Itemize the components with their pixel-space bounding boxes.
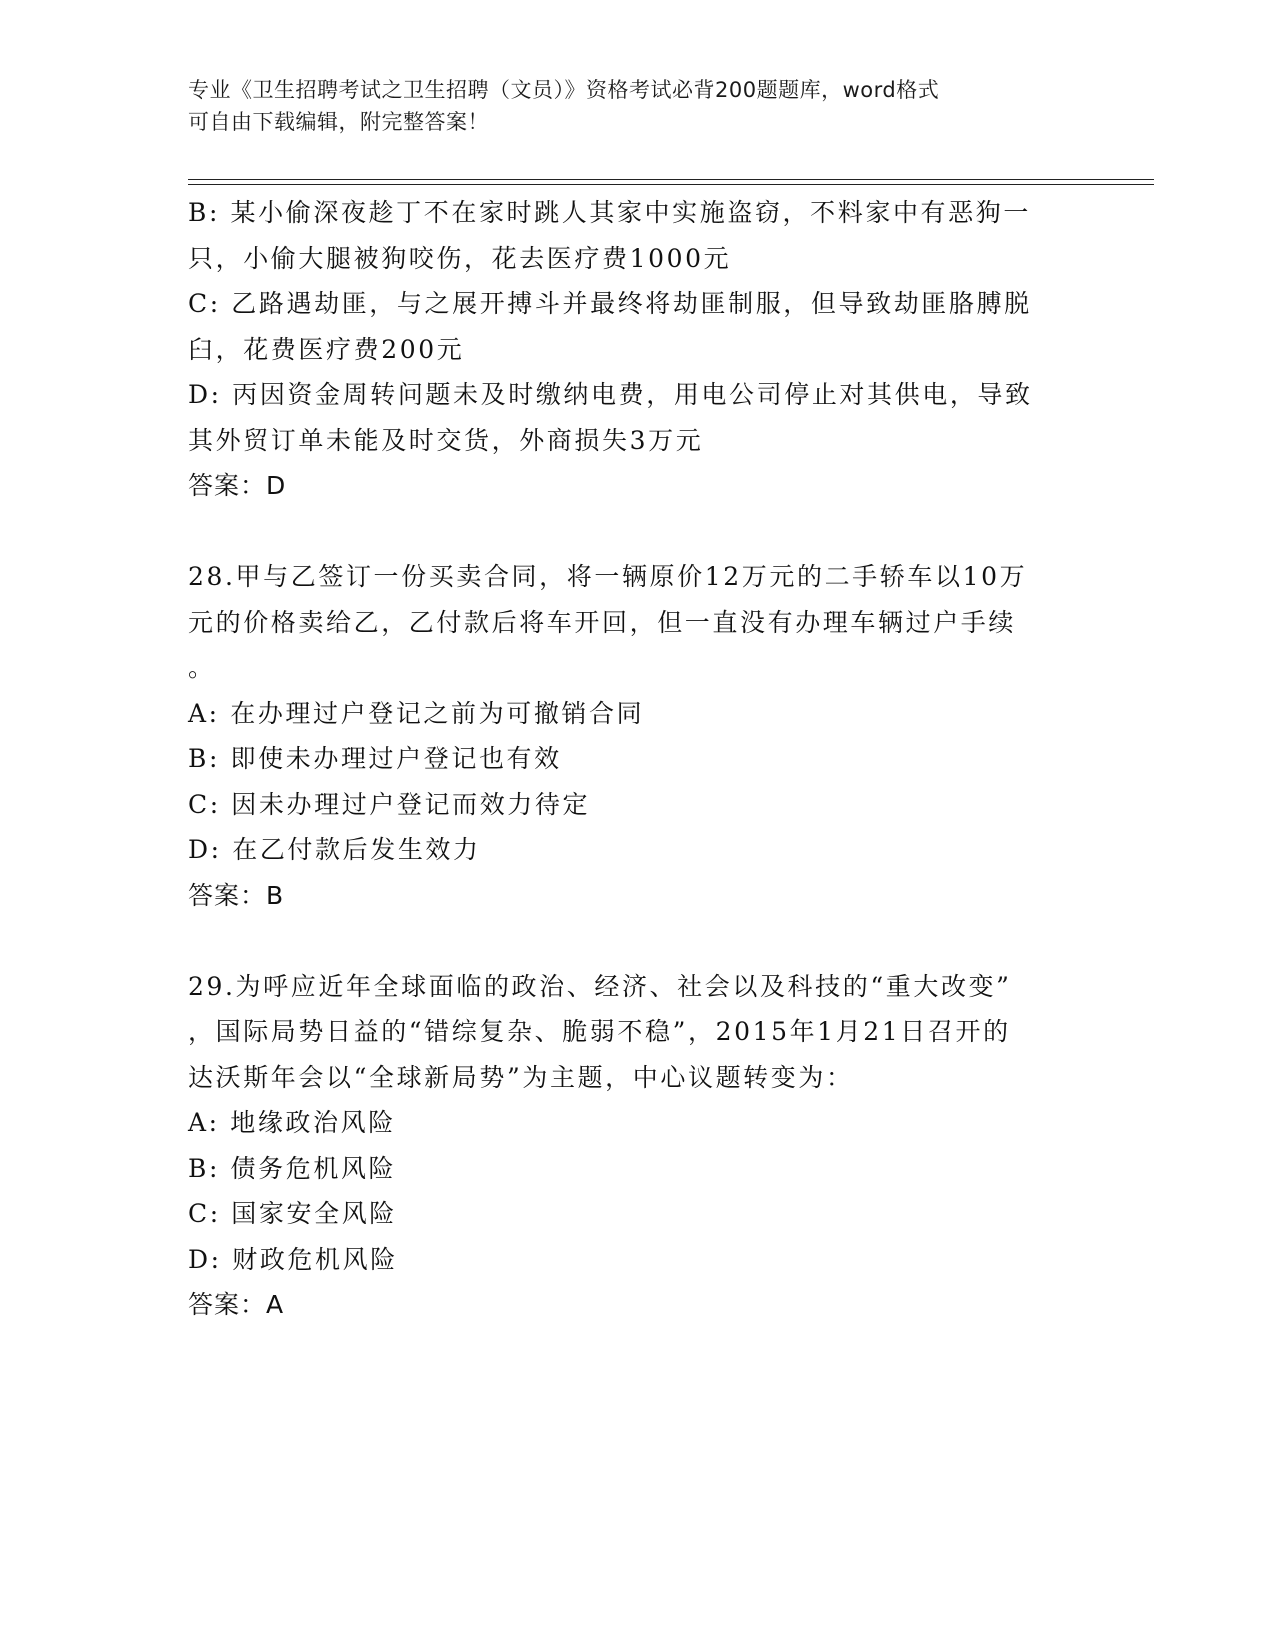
option-c: C: 因未办理过户登记而效力待定 (188, 789, 591, 819)
question-stem-line-2: ，国际局势日益的“错综复杂、脆弱不稳”，2015年1月21日召开的 (188, 1017, 1011, 1046)
document-body (188, 190, 1078, 1328)
option-d: D: 在乙付款后发生效力 (188, 835, 481, 864)
option-a: A: 地缘政治风险 (188, 1108, 396, 1137)
option-b: B: 债务危机风险 (188, 1153, 397, 1183)
question-stem-line-2: 元的价格卖给乙，乙付款后将车开回，但一直没有办理车辆过户手续 (188, 607, 1017, 637)
question-28 (188, 554, 1078, 918)
spacer (188, 918, 1078, 964)
question-29 (188, 964, 1078, 1328)
header-divider (188, 179, 1154, 185)
option-b-line-2: 只，小偷大腿被狗咬伤，花去医疗费1000元 (188, 243, 732, 273)
document-header (188, 74, 1088, 138)
option-d: D: 财政危机风险 (188, 1244, 398, 1274)
answer-28: 答案：B (188, 880, 285, 910)
option-b: B: 即使未办理过户登记也有效 (188, 744, 562, 773)
option-c-line-2: 臼，花费医疗费200元 (188, 334, 465, 364)
question-stem-line-1: 28.甲与乙签订一份买卖合同，将一辆原价12万元的二手轿车以10万 (188, 562, 1028, 591)
question-stem-line-3: 。 (188, 653, 216, 682)
answer-27: 答案：D (188, 471, 287, 500)
option-d-line-2: 其外贸订单未能及时交货，外商损失3万元 (188, 425, 704, 455)
question-27-tail (188, 190, 1078, 509)
option-b-line-1: B: 某小偷深夜趁丁不在家时跳人其家中实施盗窃，不料家中有恶狗一 (188, 198, 1031, 227)
option-c: C: 国家安全风险 (188, 1199, 397, 1228)
header-title-line-2: 可自由下载编辑，附完整答案！ (188, 110, 489, 134)
answer-29: 答案：A (188, 1290, 285, 1319)
option-a: A: 在办理过户登记之前为可撤销合同 (188, 698, 645, 728)
header-title-line-1: 专业《卫生招聘考试之卫生招聘（文员）》资格考试必背200题题库，word格式 (188, 78, 940, 102)
question-stem-line-1: 29.为呼应近年全球面临的政治、经济、社会以及科技的“重大改变” (188, 971, 1012, 1001)
option-c-line-1: C: 乙路遇劫匪，与之展开搏斗并最终将劫匪制服，但导致劫匪胳膊脱 (188, 289, 1032, 318)
question-stem-line-3: 达沃斯年会以“全球新局势”为主题，中心议题转变为： (188, 1062, 854, 1092)
option-d-line-1: D: 丙因资金周转问题未及时缴纳电费，用电公司停止对其供电，导致 (188, 380, 1033, 409)
spacer (188, 509, 1078, 555)
